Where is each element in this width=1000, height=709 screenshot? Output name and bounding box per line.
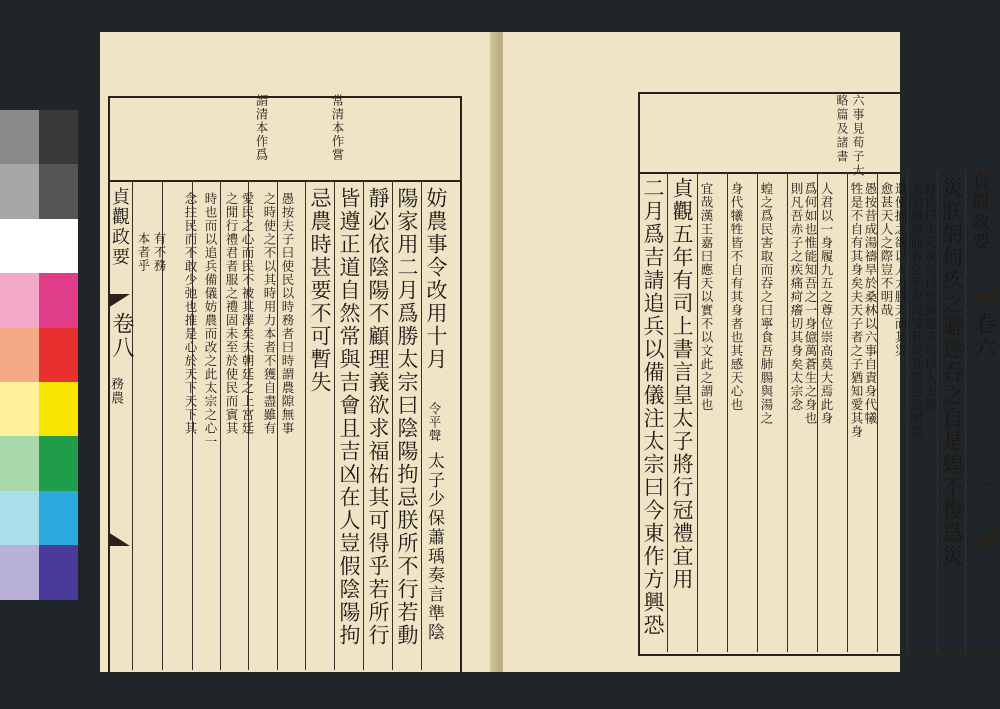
color-swatch xyxy=(0,491,39,545)
margin-note: 謂清本作爲 xyxy=(254,94,269,162)
fish-tail-mark xyxy=(973,532,997,546)
color-swatch-row xyxy=(0,382,78,436)
column-rule xyxy=(334,180,335,670)
volume-label: 卷六 xyxy=(971,312,996,360)
column-rule xyxy=(697,172,698,652)
fish-tail-mark xyxy=(108,294,130,308)
commentary-column: 本者乎 xyxy=(136,232,151,273)
commentary-column: 爲何如也惟能知吾之一身億萬蒼生之身也 xyxy=(803,182,818,425)
column-rule xyxy=(305,180,306,670)
header-rule xyxy=(108,180,460,182)
header-rule xyxy=(638,172,1000,174)
page-number: 二 xyxy=(972,472,991,490)
inline-note: 令平聲 xyxy=(427,402,442,443)
commentary-column: 蝗之爲民害取而吞之曰寧食吾肺腸與湯之 xyxy=(759,182,774,425)
color-swatch xyxy=(39,545,78,599)
section-label: 務農 xyxy=(108,377,123,405)
main-text-column: 靜必依陰陽不顧理義欲求福祐其可得乎若所行 xyxy=(366,187,390,647)
commentary-column: 之閒行禮君者服之禮固未至於使民而賓其 xyxy=(224,192,239,435)
commentary-column: 林氏曰夫天災可以至誠感不可以人力勝 xyxy=(923,182,938,412)
column-rule xyxy=(220,180,221,670)
column-rule xyxy=(421,180,422,670)
main-text-column: 陽家用二月爲勝太宗曰陰陽拘忌朕所不行若動 xyxy=(395,187,419,647)
color-swatch xyxy=(39,273,78,327)
color-swatch xyxy=(0,110,39,164)
right-page xyxy=(503,32,996,672)
main-text-column: 妨農事令改用十月 xyxy=(424,187,448,371)
column-rule xyxy=(965,172,966,652)
color-swatch-row xyxy=(0,545,78,599)
column-rule xyxy=(727,172,728,652)
color-swatch xyxy=(39,328,78,382)
volume-label: 卷八 xyxy=(109,312,134,360)
commentary-column: 之時使之不以其時用力本者不獲自盡雖有 xyxy=(262,192,277,435)
column-rule xyxy=(757,172,758,652)
color-swatch-row xyxy=(0,110,78,164)
color-swatch xyxy=(39,382,78,436)
commentary-column: 人君以一身履九五之尊位崇高莫大焉此身 xyxy=(819,182,834,425)
commentary-column: 牲是不自有其身矣夫天子者之子猶知愛其身 xyxy=(849,182,864,439)
color-swatch xyxy=(0,436,39,490)
color-swatch xyxy=(39,164,78,218)
color-swatch-row xyxy=(0,164,78,218)
color-swatch-row xyxy=(0,436,78,490)
header-note: 六事見荀子大 xyxy=(851,94,865,178)
commentary-column: 時也而以追兵備儀妨農而改之此太宗之心一 xyxy=(203,192,218,449)
column-rule xyxy=(787,172,788,652)
commentary-column: 宜哉漢王嘉曰應天以實不以文此之謂也 xyxy=(699,182,714,412)
color-swatch xyxy=(0,328,39,382)
book-title: 貞觀政要 xyxy=(969,172,990,252)
header-note: 略篇及諸書 xyxy=(835,94,849,164)
color-swatch xyxy=(0,545,39,599)
color-swatch-row xyxy=(0,491,78,545)
commentary-column: 愚按夫子曰使民以時務者曰時謂農隙無事 xyxy=(280,192,295,435)
commentary-column: 愚按昔成湯禱旱於桑林以六事自責身代犧 xyxy=(863,182,878,425)
column-rule xyxy=(363,180,364,670)
commentary-column: 愛民之心而民不被其澤矣夫朝廷之上宮廷 xyxy=(240,192,255,435)
main-text-column: 災朕躬何疚之避遂吞之自是蝗不復爲災 xyxy=(940,177,964,568)
book-title: 貞觀政要 xyxy=(109,187,130,267)
main-text-column: 忌農時甚要不可暫失 xyxy=(308,187,332,394)
commentary-column: 太宗撥蝗而吞之不忍民受其災其害自息明皇 xyxy=(909,182,924,439)
main-text-column: 皆遵正道自然常與吉會且吉凶在人豈假陰陽拘 xyxy=(337,187,361,647)
color-swatch xyxy=(0,164,39,218)
commentary-column: 遣使捕之欲以人力勝天而其災 xyxy=(893,182,908,358)
commentary-column: 念拄民而不敢少弛也推是心於天下天下其 xyxy=(183,192,198,435)
color-swatch xyxy=(0,219,39,273)
color-swatch xyxy=(39,110,78,164)
left-page xyxy=(100,32,497,672)
commentary-column: 身代犧牲皆不自有其身者也其感天心也 xyxy=(729,182,744,412)
color-swatch xyxy=(39,436,78,490)
commentary-column: 愈甚天人之際豈不明哉 xyxy=(879,182,894,317)
main-text-column: 貞觀五年有司上書言皇太子將行冠禮宜用 xyxy=(670,177,694,591)
column-rule xyxy=(667,172,668,652)
margin-note: 常清本作嘗 xyxy=(330,94,345,162)
fish-tail-mark xyxy=(973,294,997,308)
commentary-column: 有不務 xyxy=(152,232,167,273)
column-rule xyxy=(277,180,278,670)
color-calibration-bar xyxy=(0,110,78,600)
main-text-column: 太子少保蕭瑀奏言準陰 xyxy=(424,452,444,642)
color-swatch-row xyxy=(0,219,78,273)
column-rule xyxy=(847,172,848,652)
color-swatch xyxy=(39,491,78,545)
main-text-column: 二月爲吉請追兵以備儀注太宗曰今東作方興恐 xyxy=(641,177,665,637)
column-rule xyxy=(132,180,133,670)
open-book xyxy=(100,32,996,672)
color-swatch-row xyxy=(0,273,78,327)
color-swatch-row xyxy=(0,328,78,382)
color-swatch xyxy=(0,382,39,436)
color-swatch xyxy=(39,219,78,273)
fish-tail-mark xyxy=(108,532,130,546)
column-rule xyxy=(392,180,393,670)
commentary-column: 則凡吾赤子之疾痛疴癢切其身矣太宗念 xyxy=(789,182,804,412)
color-swatch xyxy=(0,273,39,327)
